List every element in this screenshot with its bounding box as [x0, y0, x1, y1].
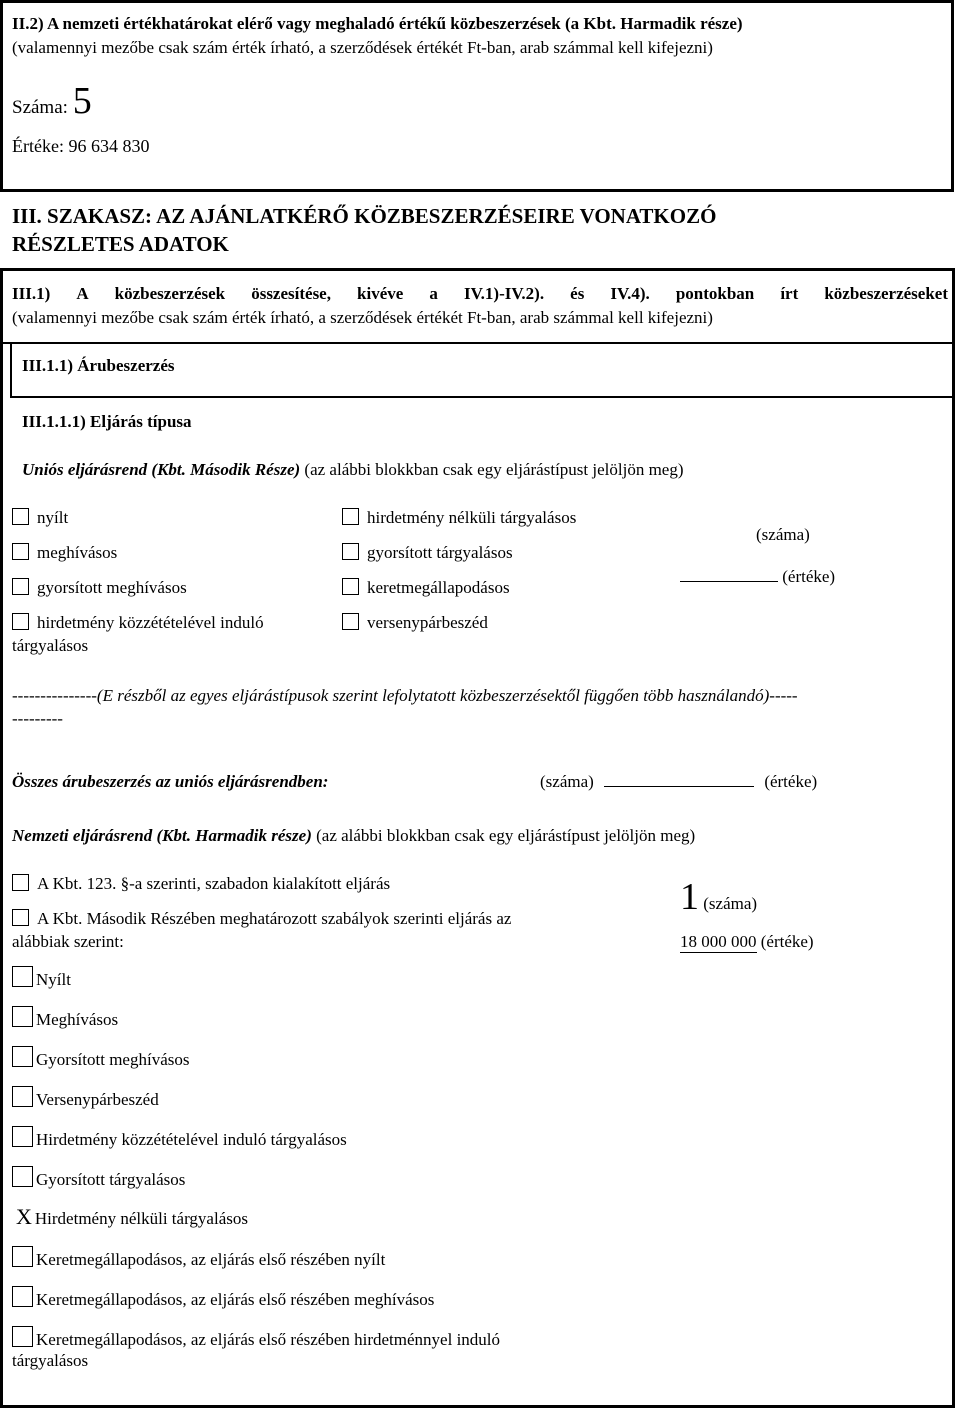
national-item-gyorsitott-targyalasos[interactable]: Gyorsított tárgyalásos: [12, 1166, 185, 1190]
separator-2: ---------: [12, 709, 63, 728]
checkbox[interactable]: [12, 578, 29, 595]
section-iii11-heading: III.1.1) Árubeszerzés: [22, 356, 175, 375]
eu-total-fields: (száma) (értéke): [540, 772, 818, 791]
national-item-hirdetmeny-kozzetetelevel[interactable]: Hirdetmény közzétételével induló tárgyalásos: [12, 1126, 347, 1150]
divider: [10, 342, 12, 398]
divider: [0, 342, 955, 344]
checkbox[interactable]: [12, 543, 29, 560]
checkbox[interactable]: [342, 613, 359, 630]
eu-value-field[interactable]: (értéke): [680, 567, 835, 587]
eu-count-label: (száma): [756, 525, 810, 544]
national-opt-123[interactable]: A Kbt. 123. §-a szerinti, szabadon kialakított eljárás: [12, 874, 390, 894]
national-count-value[interactable]: 1: [680, 876, 699, 918]
eu-option-gyorsitott-targyalasos[interactable]: gyorsított tárgyalásos: [342, 543, 513, 563]
national-item-nyilt[interactable]: Nyílt: [12, 966, 71, 990]
eu-value-line[interactable]: [680, 567, 778, 582]
national-item-keret-nyilt[interactable]: Keretmegállapodásos, az eljárás első részében nyílt: [12, 1246, 385, 1270]
national-item-wrap: tárgyalásos: [12, 1351, 89, 1370]
national-heading: Nemzeti eljárásrend (Kbt. Harmadik része) (az alábbi blokkban csak egy eljárástípust jelöljön meg): [12, 826, 696, 845]
national-item-versenyparbeszed[interactable]: Versenypárbeszéd: [12, 1086, 159, 1110]
eu-option-hirdetmeny-kozzetetelevel[interactable]: hirdetmény közzétételével induló: [12, 613, 264, 633]
checkbox[interactable]: [12, 1086, 33, 1107]
eu-option-meghivasos[interactable]: meghívásos: [12, 543, 117, 563]
section-iii111-heading: III.1.1.1) Eljárás típusa: [22, 412, 192, 431]
checkbox[interactable]: [12, 1126, 33, 1147]
value-label: Értéke:: [12, 136, 64, 156]
checkbox[interactable]: [12, 1326, 33, 1347]
national-value: 18 000 000 (értéke): [680, 932, 814, 951]
checkbox[interactable]: [12, 1286, 33, 1307]
national-count: 1 (száma): [680, 876, 758, 918]
section-ii2-note: (valamennyi mezőbe csak szám érték írható, a szerződések értékét Ft-ban, arab számmal kell kifejezni): [12, 38, 713, 57]
eu-option-gyorsitott-meghivasos[interactable]: gyorsított meghívásos: [12, 578, 187, 598]
national-item-keret-hirdetmenyes[interactable]: Keretmegállapodásos, az eljárás első részében hirdetménnyel induló: [12, 1326, 500, 1350]
eu-total-line[interactable]: [604, 772, 754, 787]
checkbox[interactable]: [12, 874, 29, 891]
checkbox[interactable]: [342, 508, 359, 525]
value-value[interactable]: 96 634 830: [68, 136, 150, 156]
checkbox[interactable]: [12, 508, 29, 525]
checkbox[interactable]: [12, 1006, 33, 1027]
national-opt-wrap: alábbiak szerint:: [12, 932, 124, 951]
separator-1: ---------------(E részből az egyes eljárástípusok szerint lefolytatott közbeszerzésektől függően több használandó)-----: [12, 686, 798, 705]
section-iii1-note: (valamennyi mezőbe csak szám érték írható, a szerződések értékét Ft-ban, arab számmal kell kifejezni): [12, 308, 713, 327]
checkbox[interactable]: [12, 1046, 33, 1067]
eu-option-wrap: tárgyalásos: [12, 636, 89, 655]
section-iii-title-1: III. SZAKASZ: AZ AJÁNLATKÉRŐ KÖZBESZERZÉSEIRE VONATKOZÓ: [12, 204, 717, 228]
checkbox[interactable]: [342, 543, 359, 560]
eu-option-hirdetmeny-nelkuli[interactable]: hirdetmény nélküli tárgyalásos: [342, 508, 576, 528]
national-item-gyorsitott-meghivasos[interactable]: Gyorsított meghívásos: [12, 1046, 189, 1070]
national-value-value[interactable]: 18 000 000: [680, 932, 757, 951]
section-ii2-heading: II.2) A nemzeti értékhatárokat elérő vagy meghaladó értékű közbeszerzések (a Kbt. Harmadik része): [12, 14, 743, 33]
section-iii1-heading: III.1) A közbeszerzések összesítése, kivéve a IV.1)-IV.2). és IV.4). pontokban írt közbeszerzéseket: [12, 284, 948, 303]
eu-option-keretmegallapodasos[interactable]: keretmegállapodásos: [342, 578, 510, 598]
national-item-keret-meghivasos[interactable]: Keretmegállapodásos, az eljárás első részében meghívásos: [12, 1286, 434, 1310]
checkbox[interactable]: [342, 578, 359, 595]
national-opt-masodik-resz[interactable]: A Kbt. Második Részében meghatározott szabályok szerinti eljárás az: [12, 909, 511, 929]
national-item-meghivasos[interactable]: Meghívásos: [12, 1006, 118, 1030]
checkbox[interactable]: [12, 909, 29, 926]
eu-option-nyilt[interactable]: nyílt: [12, 508, 68, 528]
eu-heading: Uniós eljárásrend (Kbt. Második Része) (az alábbi blokkban csak egy eljárástípust jelöljön meg): [22, 460, 684, 479]
eu-total-label: Összes árubeszerzés az uniós eljárásrendben:: [12, 772, 329, 791]
checkbox[interactable]: [12, 613, 29, 630]
count-value[interactable]: 5: [72, 80, 92, 122]
checkbox[interactable]: [12, 1246, 33, 1267]
checkbox[interactable]: [12, 1166, 33, 1187]
section-ii2-value: [12, 136, 149, 157]
divider: [10, 396, 955, 398]
count-label: Száma:: [12, 97, 68, 118]
section-iii-title-2: RÉSZLETES ADATOK: [12, 232, 229, 256]
selected-x-mark[interactable]: X: [16, 1204, 32, 1229]
section-ii2-count: [12, 80, 92, 124]
national-item-hirdetmeny-nelkuli[interactable]: X Hirdetmény nélküli tárgyalásos: [16, 1204, 248, 1229]
eu-option-versenyparbeszed[interactable]: versenypárbeszéd: [342, 613, 488, 633]
checkbox[interactable]: [12, 966, 33, 987]
